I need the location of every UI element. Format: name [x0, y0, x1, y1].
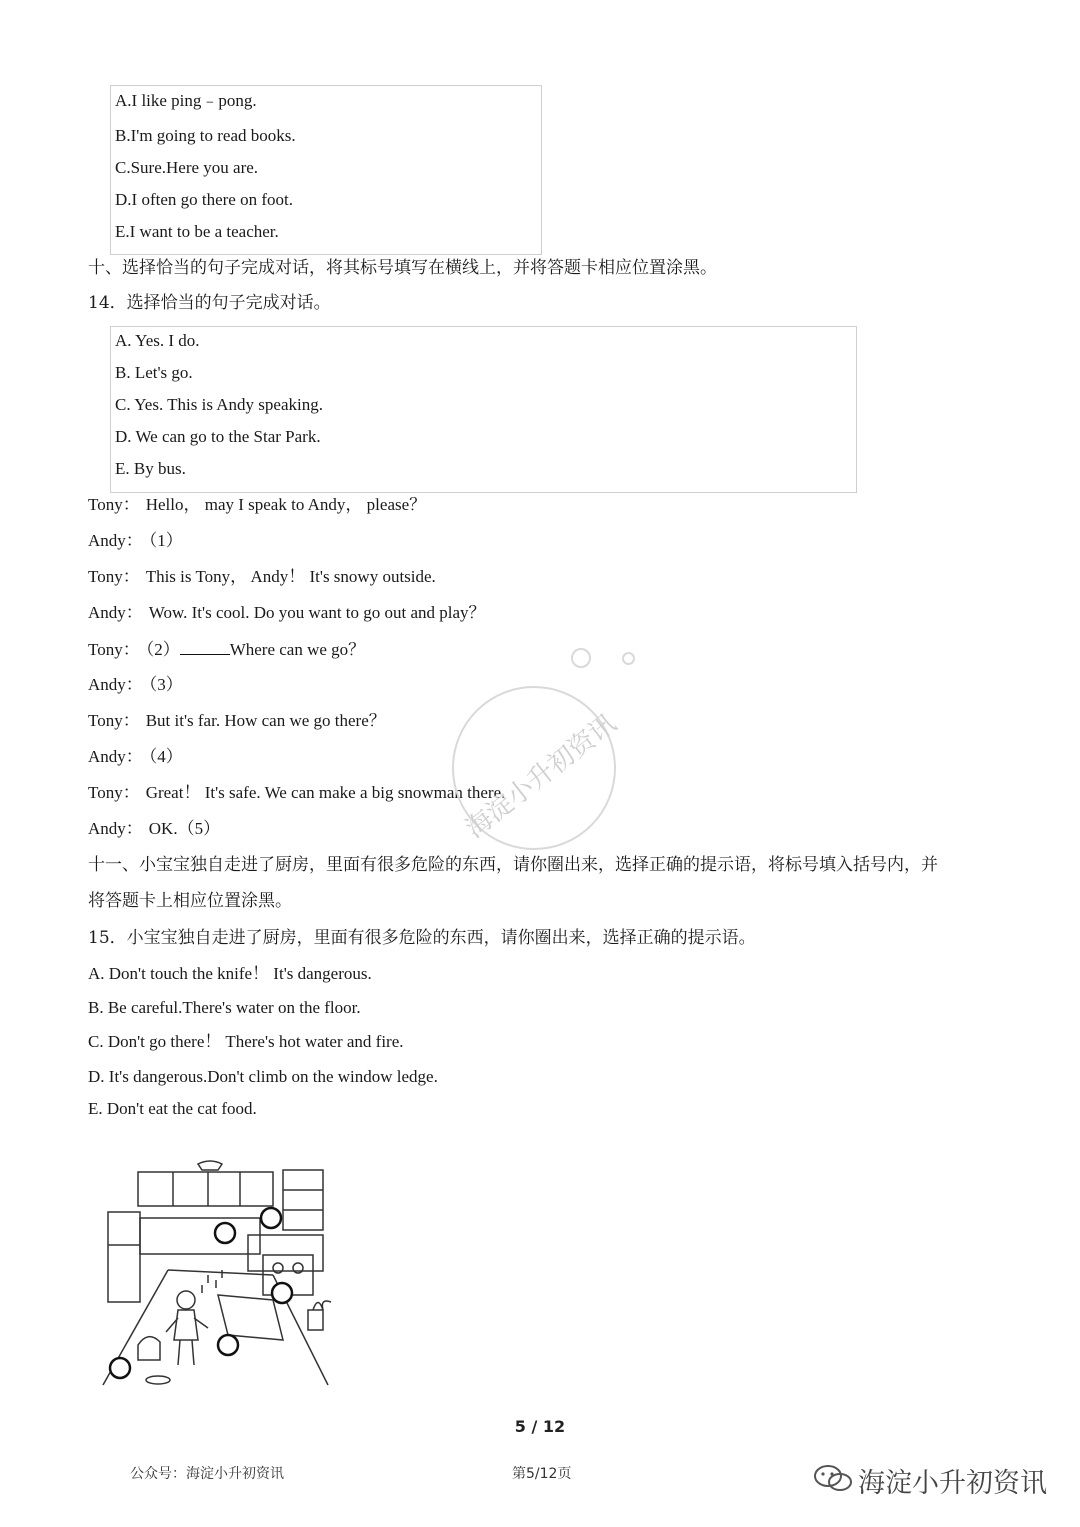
- option-c: C.Sure.Here you are.: [115, 158, 259, 177]
- speaker: Tony：: [88, 711, 140, 730]
- watermark-dot: [622, 652, 635, 665]
- dialogue-line: [88, 818, 220, 840]
- answer-blank[interactable]: [180, 638, 230, 655]
- footer-account: 公众号：海淀小升初资讯: [130, 1466, 284, 1482]
- utterance-number: （2）: [145, 640, 180, 659]
- option-b: B.I'm going to read books.: [115, 126, 296, 145]
- utterance: Great！ It's safe. We can make a big snowman there.: [145, 783, 506, 802]
- utterance: OK.（5）: [148, 819, 221, 838]
- utterance: This is Tony， Andy！ It's snowy outside.: [145, 567, 436, 586]
- watermark-text: 海淀小升初资讯: [460, 708, 623, 845]
- speaker: Tony：: [88, 640, 140, 659]
- dialogue-line: [88, 746, 183, 768]
- utterance: （4）: [148, 747, 183, 766]
- utterance: Hello， may I speak to Andy， please？: [145, 495, 427, 514]
- dialogue-line: [88, 566, 436, 588]
- page-number: 5 / 12: [514, 1417, 566, 1436]
- footer-brand: 海淀小升初资讯: [858, 1468, 1047, 1499]
- option-d: D.I often go there on foot.: [115, 190, 293, 209]
- wechat-icon: [812, 1462, 854, 1496]
- section-11-title-cont: 将答题卡上相应位置涂黑。: [88, 891, 292, 911]
- option-a: A. Yes. I do.: [115, 331, 200, 350]
- kitchen-illustration: [98, 1160, 333, 1395]
- watermark-dot: [571, 648, 591, 668]
- dialogue-line: [88, 494, 426, 516]
- speaker: Tony：: [88, 567, 140, 586]
- q15-option-b: B. Be careful.There's water on the floor.: [88, 998, 361, 1017]
- speaker: Tony：: [88, 783, 140, 802]
- dialogue-line: [88, 638, 365, 661]
- option-d: D. We can go to the Star Park.: [115, 427, 321, 446]
- option-c: C. Yes. This is Andy speaking.: [115, 395, 323, 414]
- section-10-title: 十、选择恰当的句子完成对话，将其标号填写在横线上，并将答题卡相应位置涂黑。: [88, 258, 717, 278]
- dialogue-line: [88, 782, 505, 804]
- question-15-title: 15．小宝宝独自走进了厨房，里面有很多危险的东西，请你圈出来，选择正确的提示语。: [88, 928, 756, 948]
- speaker: Andy：: [88, 675, 143, 694]
- utterance: But it's far. How can we go there？: [145, 711, 386, 730]
- footer-page: 第5/12页: [512, 1466, 572, 1482]
- speaker: Andy：: [88, 531, 143, 550]
- utterance: Wow. It's cool. Do you want to go out and play？: [148, 603, 486, 622]
- dialogue-line: [88, 710, 386, 732]
- speaker: Andy：: [88, 747, 143, 766]
- speaker: Tony：: [88, 495, 140, 514]
- q15-option-c: C. Don't go there！ There's hot water and fire.: [88, 1032, 404, 1051]
- q15-option-a: A. Don't touch the knife！ It's dangerous.: [88, 964, 372, 983]
- dialogue-line: [88, 602, 486, 624]
- utterance: （1）: [148, 531, 183, 550]
- speaker: Andy：: [88, 603, 143, 622]
- dialogue-line: [88, 674, 183, 696]
- utterance: （3）: [148, 675, 183, 694]
- dialogue-line: [88, 530, 183, 552]
- speaker: Andy：: [88, 819, 143, 838]
- option-e: E. By bus.: [115, 459, 186, 478]
- option-a: A.I like ping﹣pong.: [115, 91, 257, 110]
- section-11-title: 十一、小宝宝独自走进了厨房，里面有很多危险的东西，请你圈出来，选择正确的提示语，将标号填入括号内，并: [88, 855, 938, 875]
- option-e: E.I want to be a teacher.: [115, 222, 279, 241]
- option-b: B. Let's go.: [115, 363, 193, 382]
- q15-option-e: E. Don't eat the cat food.: [88, 1099, 257, 1118]
- question-14-title: 14．选择恰当的句子完成对话。: [88, 293, 331, 313]
- utterance: Where can we go？: [229, 640, 366, 659]
- q15-option-d: D. It's dangerous.Don't climb on the window ledge.: [88, 1067, 438, 1086]
